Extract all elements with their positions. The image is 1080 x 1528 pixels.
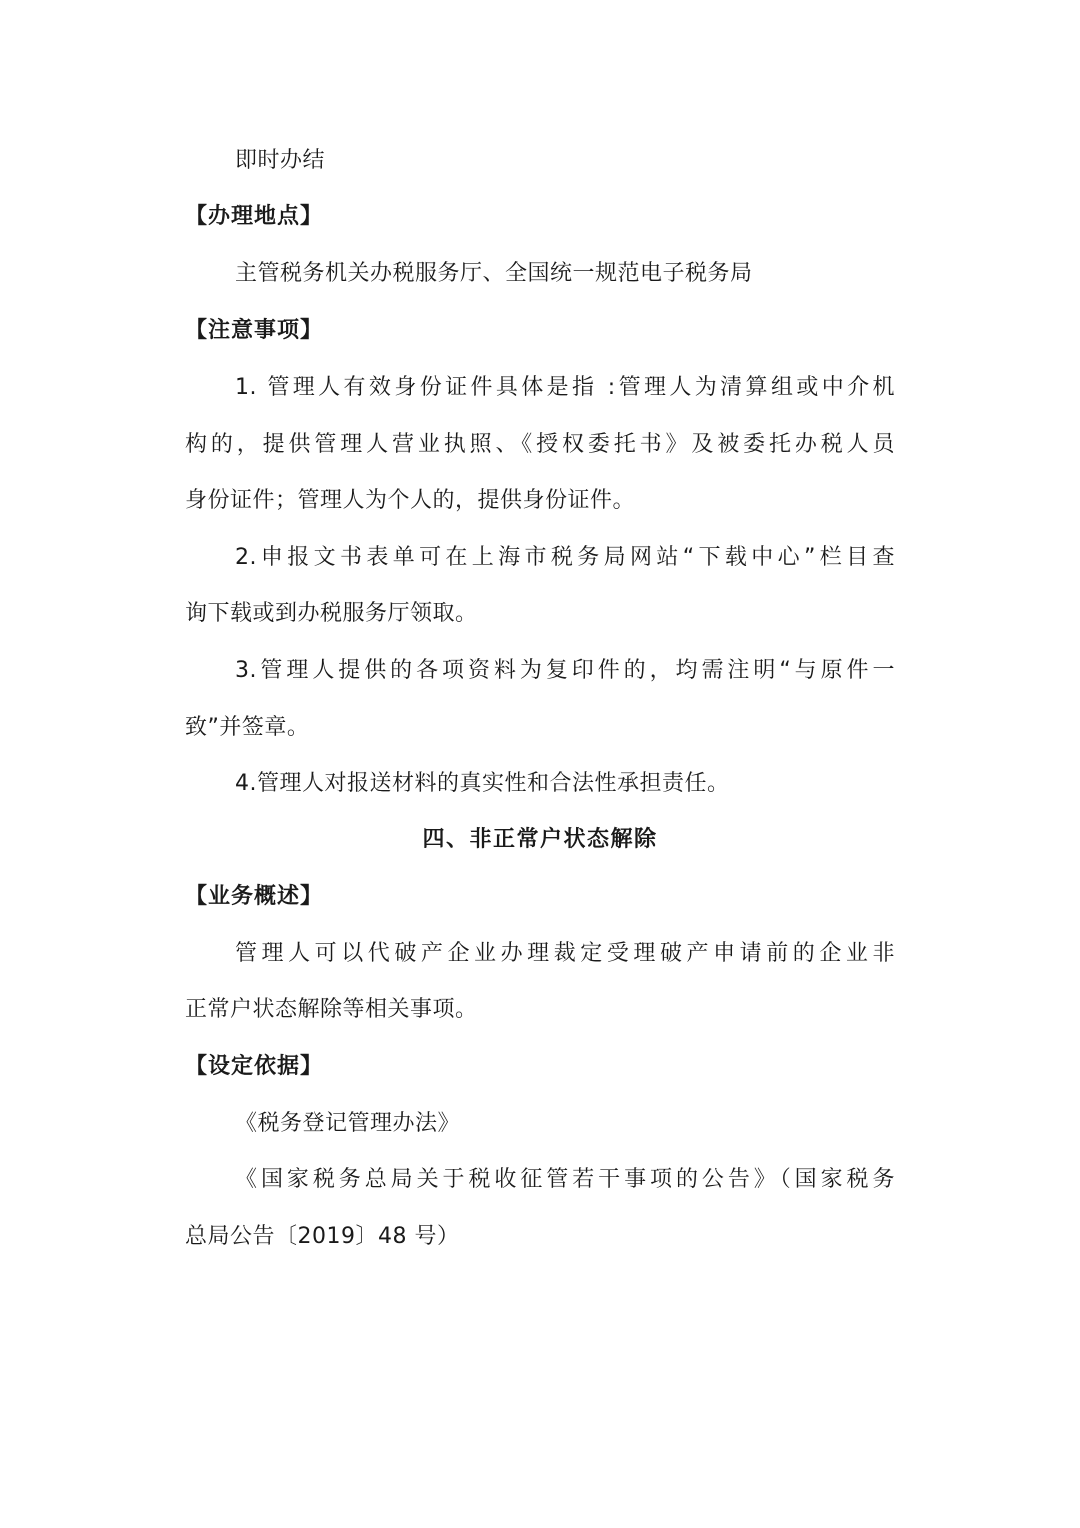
note-1-line-1: 1. 管理人有效身份证件具体是指 :管理人为清算组或中介机 (235, 375, 895, 400)
basis-item-1: 《税务登记管理办法》 (235, 1111, 461, 1136)
note-4-line-1: 4.管理人对报送材料的真实性和合法性承担责任。 (235, 771, 730, 796)
overview-line-2: 正常户状态解除等相关事项。 (185, 997, 478, 1022)
result-text: 即时办结 (235, 148, 326, 173)
location-heading: 【办理地点】 (185, 204, 324, 229)
location-text: 主管税务机关办税服务厅、全国统一规范电子税务局 (235, 261, 753, 286)
notes-heading: 【注意事项】 (185, 318, 324, 343)
note-1-line-2: 构的，提供管理人营业执照、《授权委托书》及被委托办税人员 (185, 432, 895, 457)
note-2-line-2: 询下载或到办税服务厅领取。 (185, 601, 478, 626)
note-3-line-1: 3.管理人提供的各项资料为复印件的，均需注明“与原件一 (235, 658, 895, 683)
note-1-line-3: 身份证件；管理人为个人的，提供身份证件。 (185, 488, 636, 513)
note-2-line-1: 2.申报文书表单可在上海市税务局网站“下载中心”栏目查 (235, 545, 895, 570)
note-3-line-2: 致”并签章。 (185, 715, 310, 740)
basis-item-2-line-1: 《国家税务总局关于税收征管若干事项的公告》（国家税务 (235, 1167, 895, 1192)
basis-heading: 【设定依据】 (185, 1054, 324, 1079)
overview-line-1: 管理人可以代破产企业办理裁定受理破产申请前的企业非 (235, 941, 895, 966)
basis-item-2-line-2: 总局公告〔2019〕48 号） (185, 1224, 460, 1249)
overview-heading: 【业务概述】 (185, 884, 324, 909)
section-title: 四、非正常户状态解除 (422, 827, 658, 852)
